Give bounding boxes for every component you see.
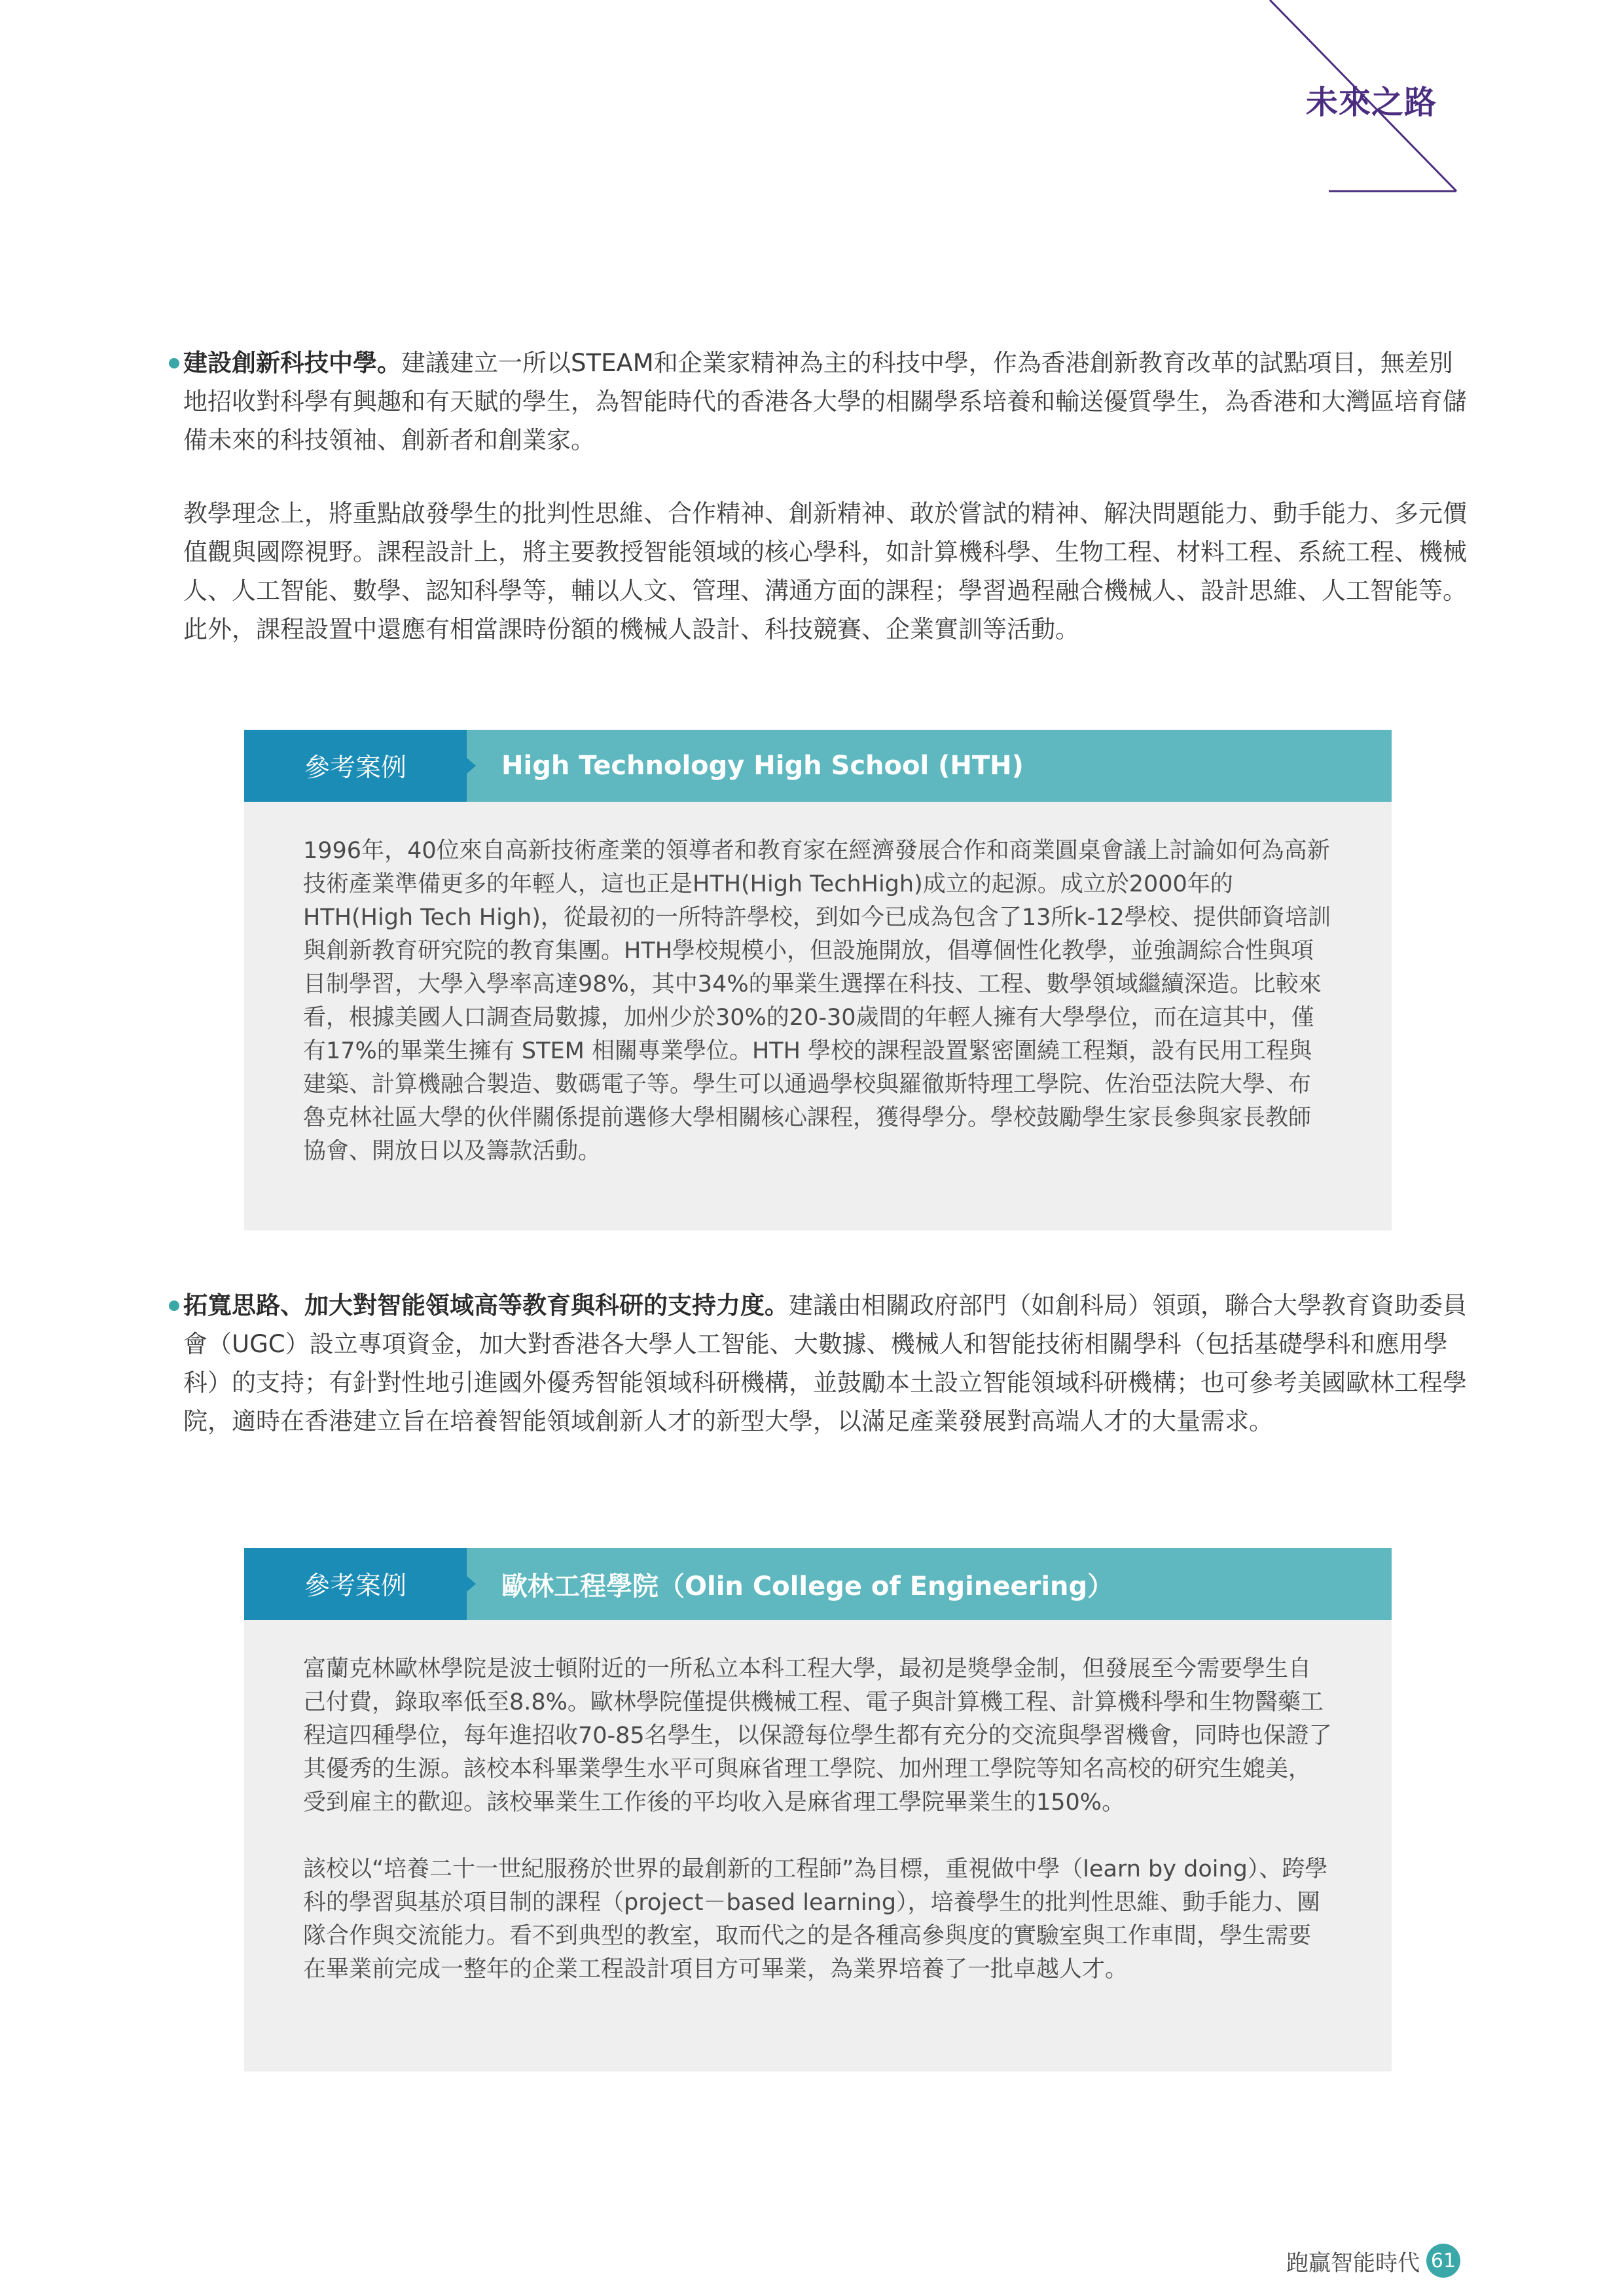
case-paragraph: 該校以“培養二十一世紀服務於世界的最創新的工程師”為目標，重視做中學（learn by doing）、跨學科的學習與基於項目制的課程（project－based learning），培養學生的批判性思維、動手能力、團隊合作與交流能力。看不到典型的教室，取而代之的是各種高參與度的實驗室與工作車間，學生需要在畢業前完成一整年的企業工程設計項目方可畢業，為業界培養了一批卓越人才。	[303, 1856, 1328, 1982]
teaching-philosophy-paragraph: 教學理念上，將重點啟發學生的批判性思維、合作精神、創新精神、敢於嘗試的精神、解決問題能力、動手能力、多元價值觀與國際視野。課程設計上，將主要教授智能領域的核心學科，如計算機科學、生物工程、材料工程、系統工程、機械人、人工智能、數學、認知科學等，輔以人文、管理、溝通方面的課程；學習過程融合機械人、設計思維、人工智能等。此外，課程設置中還應有相當課時份額的機械人設計、科技競賽、企業實訓等活動。	[183, 499, 1467, 643]
reference-case-hth	[244, 730, 1392, 1230]
case-paragraph: 富蘭克林歐林學院是波士頓附近的一所私立本科工程大學，最初是獎學金制，但發展至今需要學生自己付費，錄取率低至8.8%。歐林學院僅提供機械工程、電子與計算機工程、計算機科學和生物醫藥工程這四種學位，每年進招收70-85名學生，以保證每位學生都有充分的交流與學習機會，同時也保證了其優秀的生源。該校本科畢業學生水平可與麻省理工學院、加州理工學院等知名高校的研究生媲美，受到雇主的歡迎。該校畢業生工作後的平均收入是麻省理工學院畢業生的150%。	[303, 1656, 1332, 1816]
case-label: 參考案例	[244, 1548, 467, 1620]
arrow-right-icon	[467, 1576, 476, 1592]
section-title: 未來之路	[1306, 84, 1437, 121]
case-body	[244, 1620, 1392, 2019]
bullet-bold-lead: 建設創新科技中學。	[183, 349, 401, 377]
bullet-text	[183, 344, 1473, 459]
bullet-bold-lead: 拓寬思路、加大對智能領域高等教育與科研的支持力度。	[183, 1291, 789, 1319]
book-title: 跑贏智能時代	[1286, 2250, 1420, 2276]
case-title: High Technology High School (HTH)	[501, 751, 1024, 781]
bullet-dot-icon	[169, 358, 179, 368]
bullet-dot-icon	[169, 1300, 179, 1311]
bullet-item-higher-education	[157, 1286, 1473, 1441]
bullet-body: 建議建立一所以STEAM和企業家精神為主的科技中學，作為香港創新教育改革的試點項目，無差別地招收對科學有興趣和有天賦的學生，為智能時代的香港各大學的相關學系培養和輸送優質學生，為香港和大灣區培育儲備未來的科技領袖、創新者和創業家。	[183, 349, 1467, 454]
page-footer	[1286, 2244, 1460, 2278]
case-label: 參考案例	[244, 730, 467, 802]
page-number: 61	[1426, 2244, 1460, 2278]
case-header	[244, 1548, 1392, 1620]
arrow-right-icon	[467, 758, 476, 774]
bullet-item-innovation-school	[157, 344, 1473, 459]
case-paragraph: 1996年，40位來自高新技術產業的領導者和教育家在經濟發展合作和商業圓桌會議上討論如何為高新技術產業準備更多的年輕人，這也正是HTH(High TechHigh)成立的起源。成立於2000年的HTH(High Tech High)，從最初的一所特許學校，到如今已成為包含了13所k-12學校、提供師資培訓與創新教育研究院的教育集團。HTH學校規模小，但設施開放，倡導個性化教學，並強調綜合性與項目制學習，大學入學率高達98%，其中34%的畢業生選擇在科技、工程、數學領域繼續深造。比較來看，根據美國人口調查局數據，加州少於30%的20-30歲間的年輕人擁有大學學位，而在這其中，僅有17%的畢業生擁有 STEM 相關專業學位。HTH 學校的課程設置緊密圍繞工程類，設有民用工程與建築、計算機融合製造、數碼電子等。學生可以通過學校與羅徹斯特理工學院、佐治亞法院大學、布魯克林社區大學的伙伴關係提前選修大學相關核心課程，獲得學分。學校鼓勵學生家長參與家長教師協會、開放日以及籌款活動。	[303, 838, 1331, 1164]
case-title: 歐林工程學院（Olin College of Engineering）	[501, 1571, 1114, 1602]
bullet-text	[183, 1286, 1473, 1441]
reference-case-olin	[244, 1548, 1392, 2072]
case-body	[244, 802, 1392, 1201]
case-header	[244, 730, 1392, 802]
bullet-body: 建議由相關政府部門（如創科局）領頭，聯合大學教育資助委員會（UGC）設立專項資金，加大對香港各大學人工智能、大數據、機械人和智能技術相關學科（包括基礎學科和應用學科）的支持；有針對性地引進國外優秀智能領域科研機構，並鼓勵本土設立智能領域科研機構；也可參考美國歐林工程學院，適時在香港建立旨在培養智能領域創新人才的新型大學，以滿足產業發展對高端人才的大量需求。	[183, 1291, 1467, 1435]
